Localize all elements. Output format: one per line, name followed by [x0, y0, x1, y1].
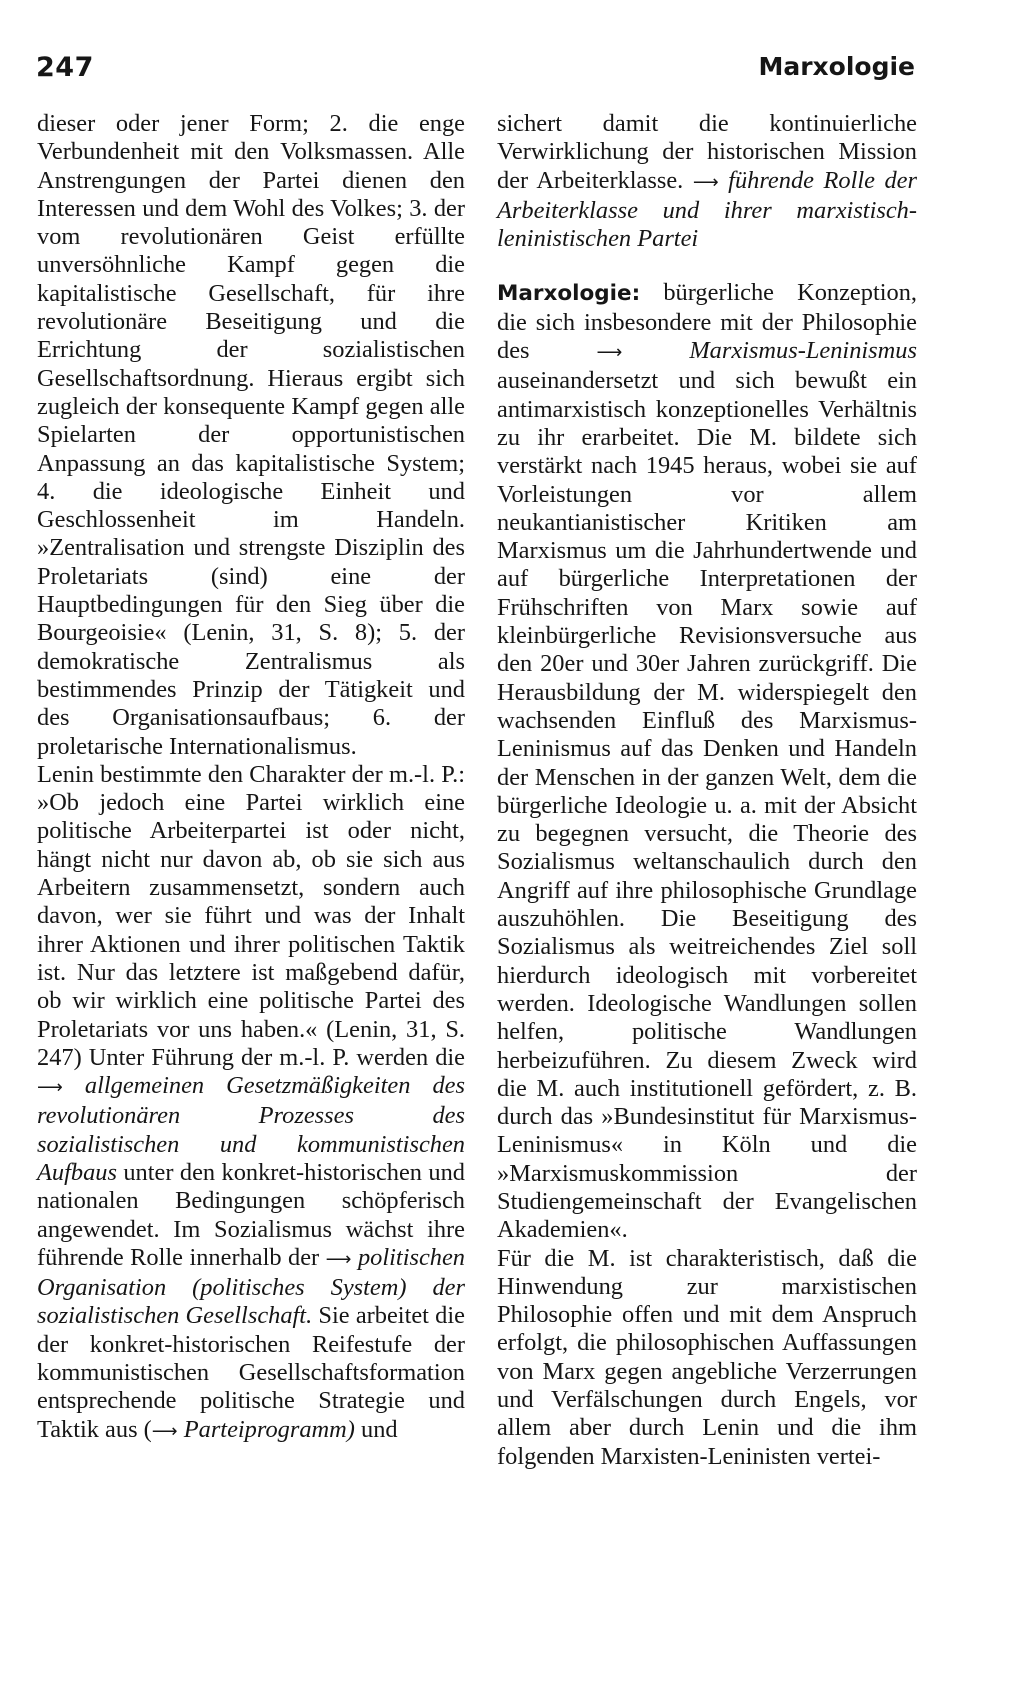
paragraph — [497, 1245, 917, 1471]
cross-reference: führende Rolle der Arbeiterklasse und ihrer marxistisch-leninistischen Partei — [497, 166, 917, 253]
paragraph-text: Sie arbeitet die der konkret-historischen Reifestufe der kommunistischen Gesellschaftsformation entsprechende politische Strategie und Taktik aus ( — [37, 1302, 465, 1443]
arrow-right-icon: ⟶ — [596, 342, 623, 364]
paragraph — [37, 110, 465, 761]
running-head: Marxologie — [758, 52, 915, 81]
cross-reference: politischen Organisation (politisches System) der sozialistischen Gesellschaft. — [37, 1243, 465, 1330]
paragraph — [497, 110, 917, 253]
arrow-right-icon: ⟶ — [325, 1248, 352, 1270]
entry-marxologie — [497, 279, 917, 1244]
paragraph-text: dieser oder jener Form; 2. die enge Verbundenheit mit den Volksmassen. Alle Anstrengungen der Partei dienen den Interessen und dem Wohl des Volkes; 3. der vom revolutionären Geist erfüllte unversöhnliche Kampf gegen die kapitalistische Gesellschaft, für ihre revolutionäre Beseitigung und die Errichtung der sozialistischen Gesellschaftsordnung. Hieraus ergibt sich zugleich der konsequente Kampf gegen alle Spielarten der opportunistischen Anpassung an das kapitalistische System; 4. die ideologische Einheit und Geschlossenheit im Handeln. »Zentralisation und strengste Disziplin des Proletariats (sind) eine der Hauptbedingungen für den Sieg über die Bourgeoisie« (Lenin, 31, S. 8); 5. der demokratische Zentralismus als bestimmendes Prinzip der Tätigkeit und des Organisationsaufbaus; 6. der proletarische Internationalismus. — [37, 110, 465, 760]
cross-reference: Marxismus-Leninismus — [689, 337, 917, 365]
paragraph-text: auseinandersetzt und sich bewußt ein antimarxistisch konzeptionelles Verhältnis zu ihr erarbeitet. Die M. bildete sich verstärkt nach 1945 heraus, wobei sie auf Vorleistungen vor allem neukantianistischer Kritiken am Marxismus um die Jahrhundertwende und auf bürgerliche Interpretationen der Frühschriften von Marx sowie auf kleinbürgerliche Revisionsversuche aus den 20er und 30er Jahren zurückgriff. Die Herausbildung der M. widerspiegelt den wachsenden Einfluß des Marxismus-Leninismus auf das Denken und Handeln der Menschen in der ganzen Welt, dem die bürgerliche Ideologie u. a. mit der Absicht zu begegnen versucht, die Theorie des Sozialismus weltanschaulich durch den Angriff auf ihre philosophische Grundlage auszuhöhlen. Die Beseitigung des Sozialismus als weitreichendes Ziel soll hierdurch ideologisch mit vorbereitet werden. Ideologische Wandlungen sollen helfen, politische Wandlungen herbeizuführen. Zu diesem Zweck wird die M. auch institutionell gefördert, z. B. durch das »Bundesinstitut für Marxismus-Leninismus« in Köln und die »Marxismuskommission der Studiengemeinschaft der Evangelischen Akademien«. — [497, 367, 917, 1244]
paragraph-text: sichert damit die kontinuierliche Verwirklichung der historischen Mission der Arbeiterklasse. — [497, 110, 917, 194]
paragraph-text: und — [361, 1415, 398, 1443]
page-header — [36, 52, 915, 92]
arrow-right-icon: ⟶ — [37, 1077, 63, 1099]
cross-reference: allgemeinen Gesetzmäßigkeiten des revolutionären Prozesses des sozialistischen und kommunistischen Aufbaus — [37, 1072, 465, 1186]
right-column — [497, 110, 917, 1471]
cross-reference: Parteiprogramm) — [183, 1415, 355, 1443]
arrow-right-icon: ⟶ — [151, 1420, 178, 1442]
entry-lemma: Marxologie: — [497, 281, 641, 307]
paragraph-text: unter den konkret-historischen und nationalen Bedingungen schöpferisch angewendet. Im Sozialismus wächst ihre führende Rolle innerhalb der — [37, 1158, 465, 1271]
paragraph-text: bürgerliche Konzeption, die sich insbesondere mit der Philosophie des — [497, 279, 917, 365]
paragraph-text: Lenin bestimmte den Charakter der m.-l. P.: »Ob jedoch eine Partei wirklich eine politische Arbeiterpartei ist oder nicht, hängt nicht nur davon ab, ob sie sich aus Arbeitern zusammensetzt, sondern auch davon, wer sie führt und was der Inhalt ihrer Aktionen und ihrer politischen Taktik ist. Nur das letztere ist maßgebend dafür, ob wir wirklich eine politische Partei des Proletariats vor uns haben.« (Lenin, 31, S. 247) Unter Führung der m.-l. P. werden die — [37, 760, 465, 1071]
arrow-right-icon: ⟶ — [692, 171, 719, 193]
paragraph — [37, 761, 465, 1446]
page-number: 247 — [36, 52, 94, 83]
left-column — [37, 110, 465, 1446]
paragraph-text: Für die M. ist charakteristisch, daß die Hinwendung zur marxistischen Philosophie offen und mit dem Anspruch erfolgt, die philosophischen Auffassungen von Marx gegen angebliche Verzerrungen und Verfälschungen durch Engels, vor allem aber durch Lenin und die ihm folgenden Marxisten-Leninisten vertei- — [497, 1244, 917, 1470]
